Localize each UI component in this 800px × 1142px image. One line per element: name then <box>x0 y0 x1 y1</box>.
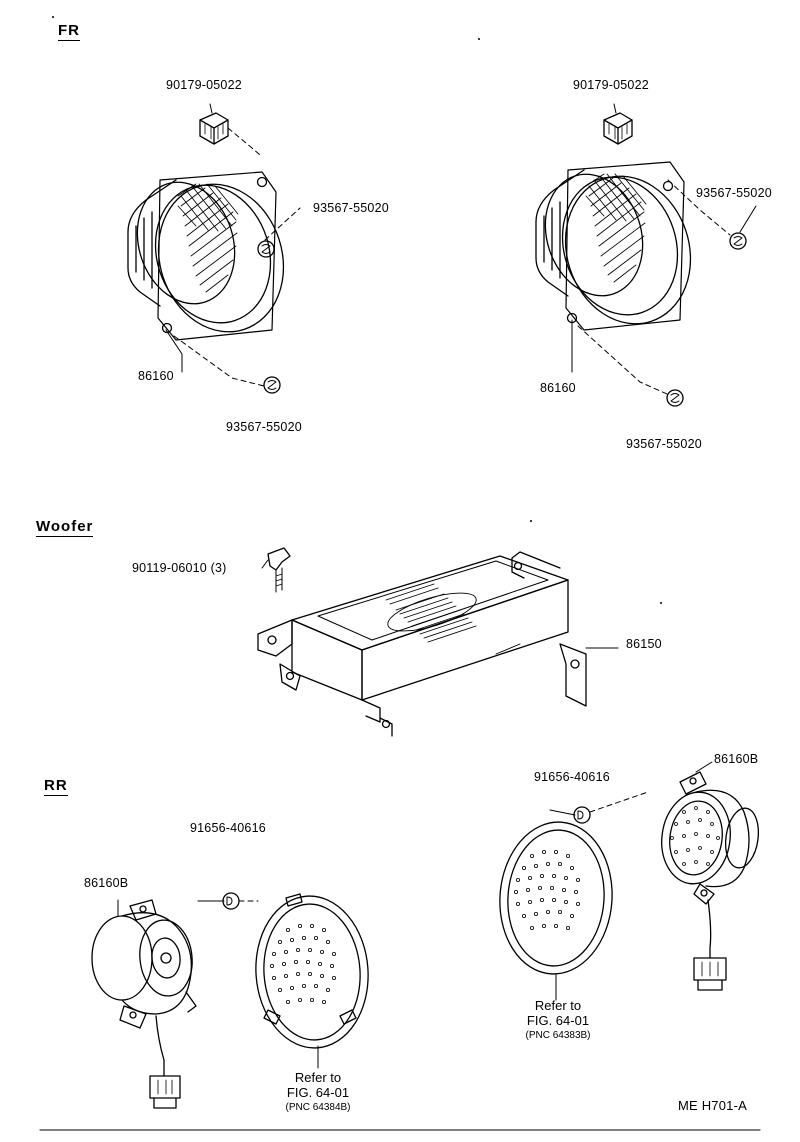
register-dot <box>660 602 662 604</box>
figure-code: ME H701-A <box>678 1098 747 1113</box>
part-number-fr-right-speaker: 86160 <box>540 381 576 395</box>
section-heading-rr: RR <box>44 777 68 794</box>
part-number-rr-right-screw: 91656-40616 <box>534 770 610 784</box>
part-number-woofer-bolt: 90119-06010 (3) <box>132 561 227 575</box>
part-number-fr-left-speaker: 86160 <box>138 369 174 383</box>
woofer-amplifier-art <box>258 548 618 736</box>
part-number-rr-right-speaker: 86160B <box>714 752 759 766</box>
fr-right-speaker-art <box>530 104 756 406</box>
part-number-fr-left-screw-top: 93567-55020 <box>313 201 389 215</box>
refer-line-2: FIG. 64-01 <box>526 1013 590 1028</box>
part-number-fr-left-screw-bottom: 93567-55020 <box>226 420 302 434</box>
register-dot <box>530 520 532 522</box>
refer-pnc: (PNC 64383B) <box>525 1030 591 1041</box>
part-number-woofer-amp: 86150 <box>626 637 662 651</box>
fr-left-speaker-art <box>122 104 302 393</box>
section-heading-woofer: Woofer <box>36 518 94 535</box>
part-number-fr-left-clip: 90179-05022 <box>166 78 242 92</box>
part-number-fr-right-screw-bottom: 93567-55020 <box>626 437 702 451</box>
part-number-rr-left-speaker: 86160B <box>84 876 129 890</box>
part-number-fr-right-screw-top: 93567-55020 <box>696 186 772 200</box>
register-dot <box>52 16 54 18</box>
refer-line-2: FIG. 64-01 <box>286 1085 350 1100</box>
refer-line-1: Refer to <box>534 998 582 1013</box>
part-number-rr-left-screw: 91656-40616 <box>190 821 266 835</box>
part-number-fr-right-clip: 90179-05022 <box>573 78 649 92</box>
refer-line-1: Refer to <box>294 1070 342 1085</box>
section-heading-fr: FR <box>58 22 80 39</box>
refer-note-rr-right <box>488 998 628 1043</box>
register-dot <box>478 38 480 40</box>
refer-note-rr-left <box>248 1070 388 1115</box>
refer-pnc: (PNC 64384B) <box>285 1102 351 1113</box>
rr-right-speaker-art <box>495 762 762 1000</box>
